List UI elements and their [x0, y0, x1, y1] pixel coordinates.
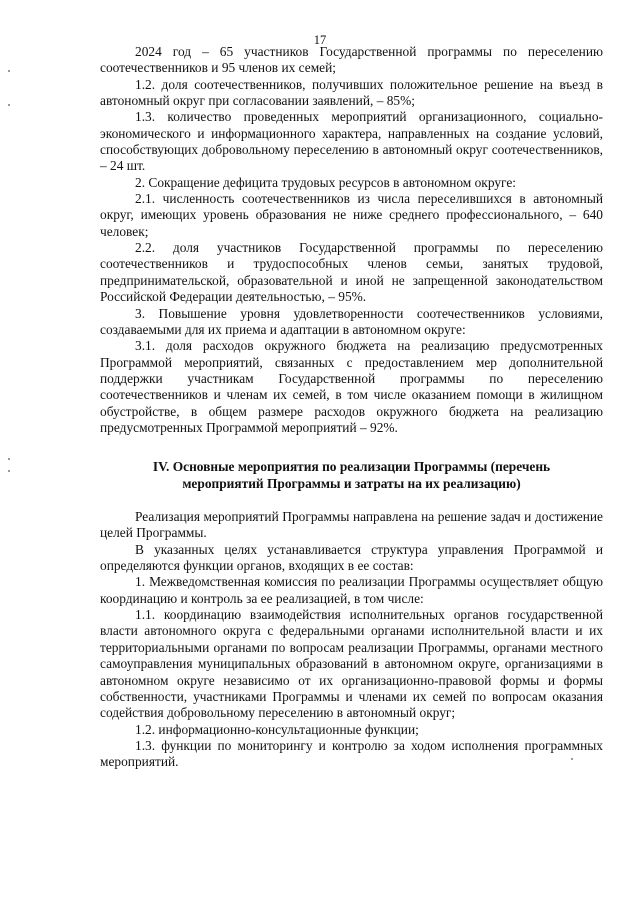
paragraph: 2.2. доля участников Государственной программы по переселению соотечественников и трудоспособных членов семьи, занятых трудовой, предпринимательской, образовательной и иной не запрещенной законодательством Российской Федерации деятельностью, – 95%. [100, 240, 603, 305]
paragraph: В указанных целях устанавливается структура управления Программой и определяются функции органов, входящих в ее состав: [100, 541, 603, 574]
section-heading [100, 459, 603, 492]
document-body [100, 44, 603, 771]
page-number: 17 [313, 33, 327, 47]
paragraph: 3.1. доля расходов окружного бюджета на реализацию предусмотренных Программой мероприятий, связанных с предоставлением мер дополнительной поддержки участникам Государственной программы по переселению соотечественников и членам их семей, в том числе оказанием помощи в жилищном обустройстве, в общем размере расходов окружного бюджета на реализацию предусмотренных Программой мероприятий – 92%. [100, 338, 603, 435]
paragraph: 2. Сокращение дефицита трудовых ресурсов в автономном округе: [135, 174, 517, 190]
paragraph: 1.2. информационно-консультационные функции; [135, 721, 419, 737]
paragraph: 1.2. доля соотечественников, получивших положительное решение на въезд в автономный округ при согласовании заявлений, – 85%; [100, 76, 603, 109]
scan-speck [8, 458, 10, 460]
paragraph: 1.1. координацию взаимодействия исполнительных органов государственной власти автономного округа с федеральными органами исполнительной власти и их территориальными органами по вопросам реализации Программы, органами местного самоуправления муниципальных образований в автономном округе, организациями в автономном округе независимо от их организационно-правовой формы и формы собственности, участниками Программы и членами их семей по вопросам оказания содействия добровольному переселению в автономный округ; [100, 607, 603, 721]
scan-speck [8, 470, 10, 472]
scan-speck [8, 104, 10, 106]
paragraph: Реализация мероприятий Программы направлена на решение задач и достижение целей Программы. [100, 509, 603, 541]
paragraph: 3. Повышение уровня удовлетворенности соотечественников условиями, создаваемыми для их приема и адаптации в автономном округе: [100, 305, 603, 337]
paragraph: 1. Межведомственная комиссия по реализации Программы осуществляет общую координацию и контроль за ее реализацией, в том числе: [100, 574, 603, 606]
section-heading-line: мероприятий Программы и затраты на их реализацию) [182, 475, 521, 491]
paragraph: 1.3. функции по мониторингу и контролю за ходом исполнения программных мероприятий. [100, 737, 603, 770]
paragraph: 2.1. численность соотечественников из числа переселившихся в автономный округ, имеющих уровень образования не ниже среднего профессионального, – 640 человек; [100, 191, 603, 239]
section-heading-line: IV. Основные мероприятия по реализации Программы (перечень [152, 459, 551, 475]
paragraph: 2024 год – 65 участников Государственной программы по переселению соотечественников и 95 членов их семей; [100, 44, 603, 76]
scan-speck [8, 70, 10, 72]
paragraph: 1.3. количество проведенных мероприятий организационного, социально-экономического и информационного характера, направленных на создание условий, способствующих добровольному переселению в автономный округ соотечественников, – 24 шт. [100, 109, 603, 174]
